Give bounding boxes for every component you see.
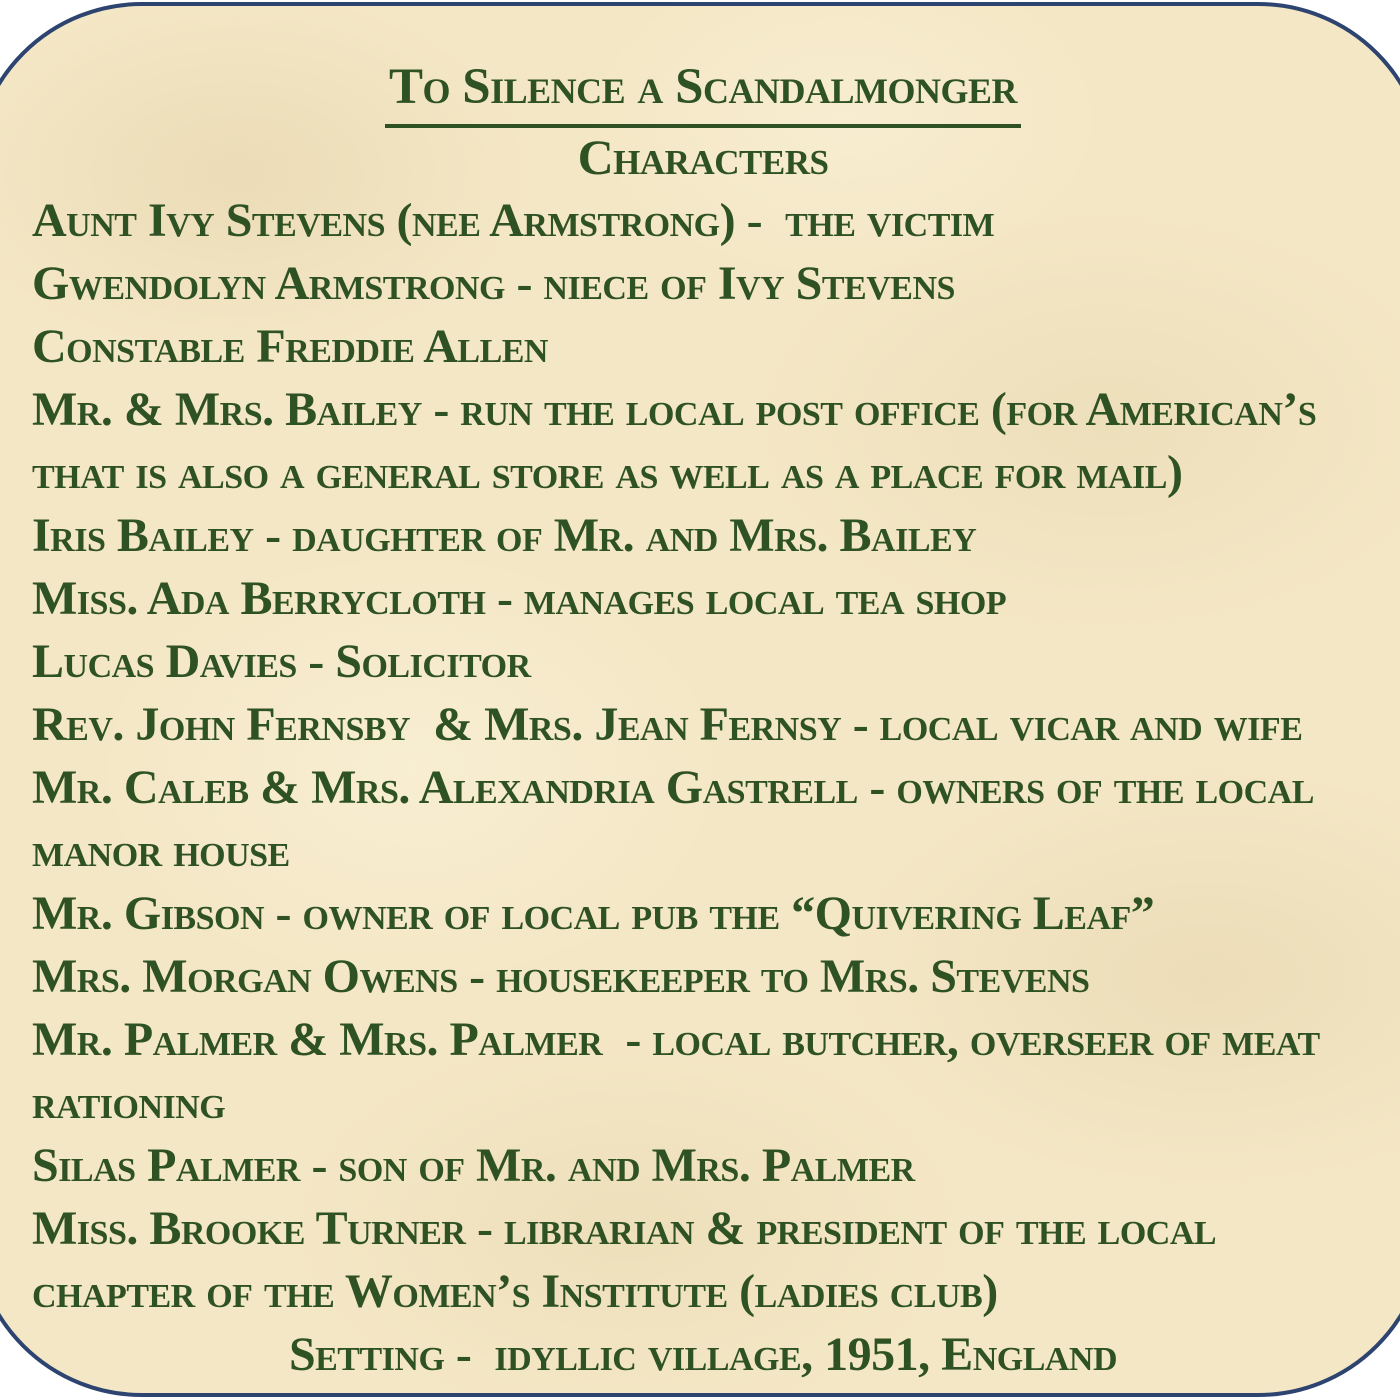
- character-line: Constable Freddie Allen: [32, 320, 548, 373]
- character-list: [32, 189, 1374, 1323]
- character-line: Mr. Palmer & Mrs. Palmer - local butcher, overseer of meat: [32, 1013, 1320, 1066]
- document-content: [32, 54, 1374, 1386]
- character-line: rationing: [32, 1076, 226, 1129]
- character-line: Mr. Gibson - owner of local pub the “Quivering Leaf”: [32, 887, 1155, 940]
- character-line: Silas Palmer - son of Mr. and Mrs. Palmer: [32, 1139, 915, 1192]
- character-line: Mrs. Morgan Owens - housekeeper to Mrs. Stevens: [32, 950, 1090, 1003]
- document-title: To Silence a Scandalmonger: [385, 54, 1021, 128]
- character-line: Gwendolyn Armstrong - niece of Ivy Stevens: [32, 257, 955, 310]
- characters-heading: Characters: [577, 129, 829, 185]
- character-line: Mr. Caleb & Mrs. Alexandria Gastrell - owners of the local: [32, 761, 1314, 814]
- character-line: Miss. Brooke Turner - librarian & president of the local: [32, 1202, 1217, 1255]
- document-title-line: [32, 54, 1374, 126]
- character-line: Miss. Ada Berrycloth - manages local tea shop: [32, 572, 1007, 625]
- character-line: Lucas Davies - Solicitor: [32, 635, 531, 688]
- character-line: Iris Bailey - daughter of Mr. and Mrs. Bailey: [32, 509, 977, 562]
- character-line: Mr. & Mrs. Bailey - run the local post office (for American’s: [32, 383, 1317, 436]
- character-line: Rev. John Fernsby & Mrs. Jean Fernsy - local vicar and wife: [32, 698, 1303, 751]
- character-line: that is also a general store as well as a place for mail): [32, 446, 1183, 499]
- character-line: chapter of the Women’s Institute (ladies club): [32, 1265, 998, 1318]
- setting-line: Setting - idyllic village, 1951, England: [288, 1328, 1118, 1381]
- character-line: Aunt Ivy Stevens (nee Armstrong) - the victim: [32, 194, 995, 247]
- character-line: manor house: [32, 824, 290, 877]
- parchment-card: [0, 2, 1400, 1397]
